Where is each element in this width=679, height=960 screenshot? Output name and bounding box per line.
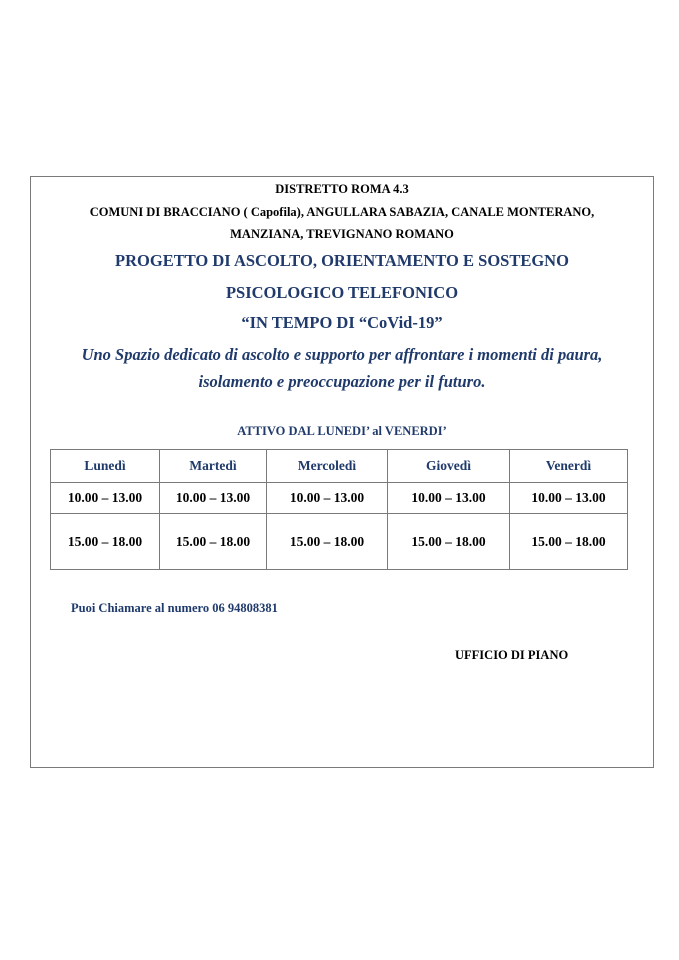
morning-hours-tuesday: 10.00 – 13.00 [160, 483, 267, 514]
project-subtitle: “IN TEMPO DI “CoVid-19” [241, 313, 443, 332]
day-header-thursday: Giovedì [388, 450, 510, 483]
project-title-line-2: PSICOLOGICO TELEFONICO [225, 283, 459, 302]
district-heading: DISTRETTO ROMA 4.3 [275, 182, 409, 196]
schedule-header-row [51, 450, 628, 483]
afternoon-hours-tuesday: 15.00 – 18.00 [160, 514, 267, 570]
day-header-monday: Lunedì [51, 450, 160, 483]
morning-hours-wednesday: 10.00 – 13.00 [267, 483, 388, 514]
morning-row [51, 483, 628, 514]
description-line-1: Uno Spazio dedicato di ascolto e supporto per affrontare i momenti di paura, [81, 345, 603, 364]
afternoon-row [51, 514, 628, 570]
municipalities-line-1: COMUNI DI BRACCIANO ( Capofila), ANGULLARA SABAZIA, CANALE MONTERANO, [89, 205, 595, 219]
flyer-frame [30, 176, 654, 768]
schedule-table [50, 449, 628, 570]
active-days-label: ATTIVO DAL LUNEDI’ al VENERDI’ [237, 424, 447, 438]
municipalities-line-2: MANZIANA, TREVIGNANO ROMANO [230, 227, 454, 241]
afternoon-hours-monday: 15.00 – 18.00 [51, 514, 160, 570]
description-line-2: isolamento e preoccupazione per il futuro. [198, 372, 486, 391]
morning-hours-monday: 10.00 – 13.00 [51, 483, 160, 514]
afternoon-hours-wednesday: 15.00 – 18.00 [267, 514, 388, 570]
afternoon-hours-friday: 15.00 – 18.00 [510, 514, 628, 570]
day-header-friday: Venerdì [510, 450, 628, 483]
office-signature: UFFICIO DI PIANO [455, 648, 569, 662]
day-header-wednesday: Mercoledì [267, 450, 388, 483]
project-title-line-1: PROGETTO DI ASCOLTO, ORIENTAMENTO E SOSTEGNO [115, 251, 569, 270]
morning-hours-friday: 10.00 – 13.00 [510, 483, 628, 514]
day-header-tuesday: Martedì [160, 450, 267, 483]
phone-number-text: Puoi Chiamare al numero 06 94808381 [71, 601, 278, 615]
afternoon-hours-thursday: 15.00 – 18.00 [388, 514, 510, 570]
morning-hours-thursday: 10.00 – 13.00 [388, 483, 510, 514]
